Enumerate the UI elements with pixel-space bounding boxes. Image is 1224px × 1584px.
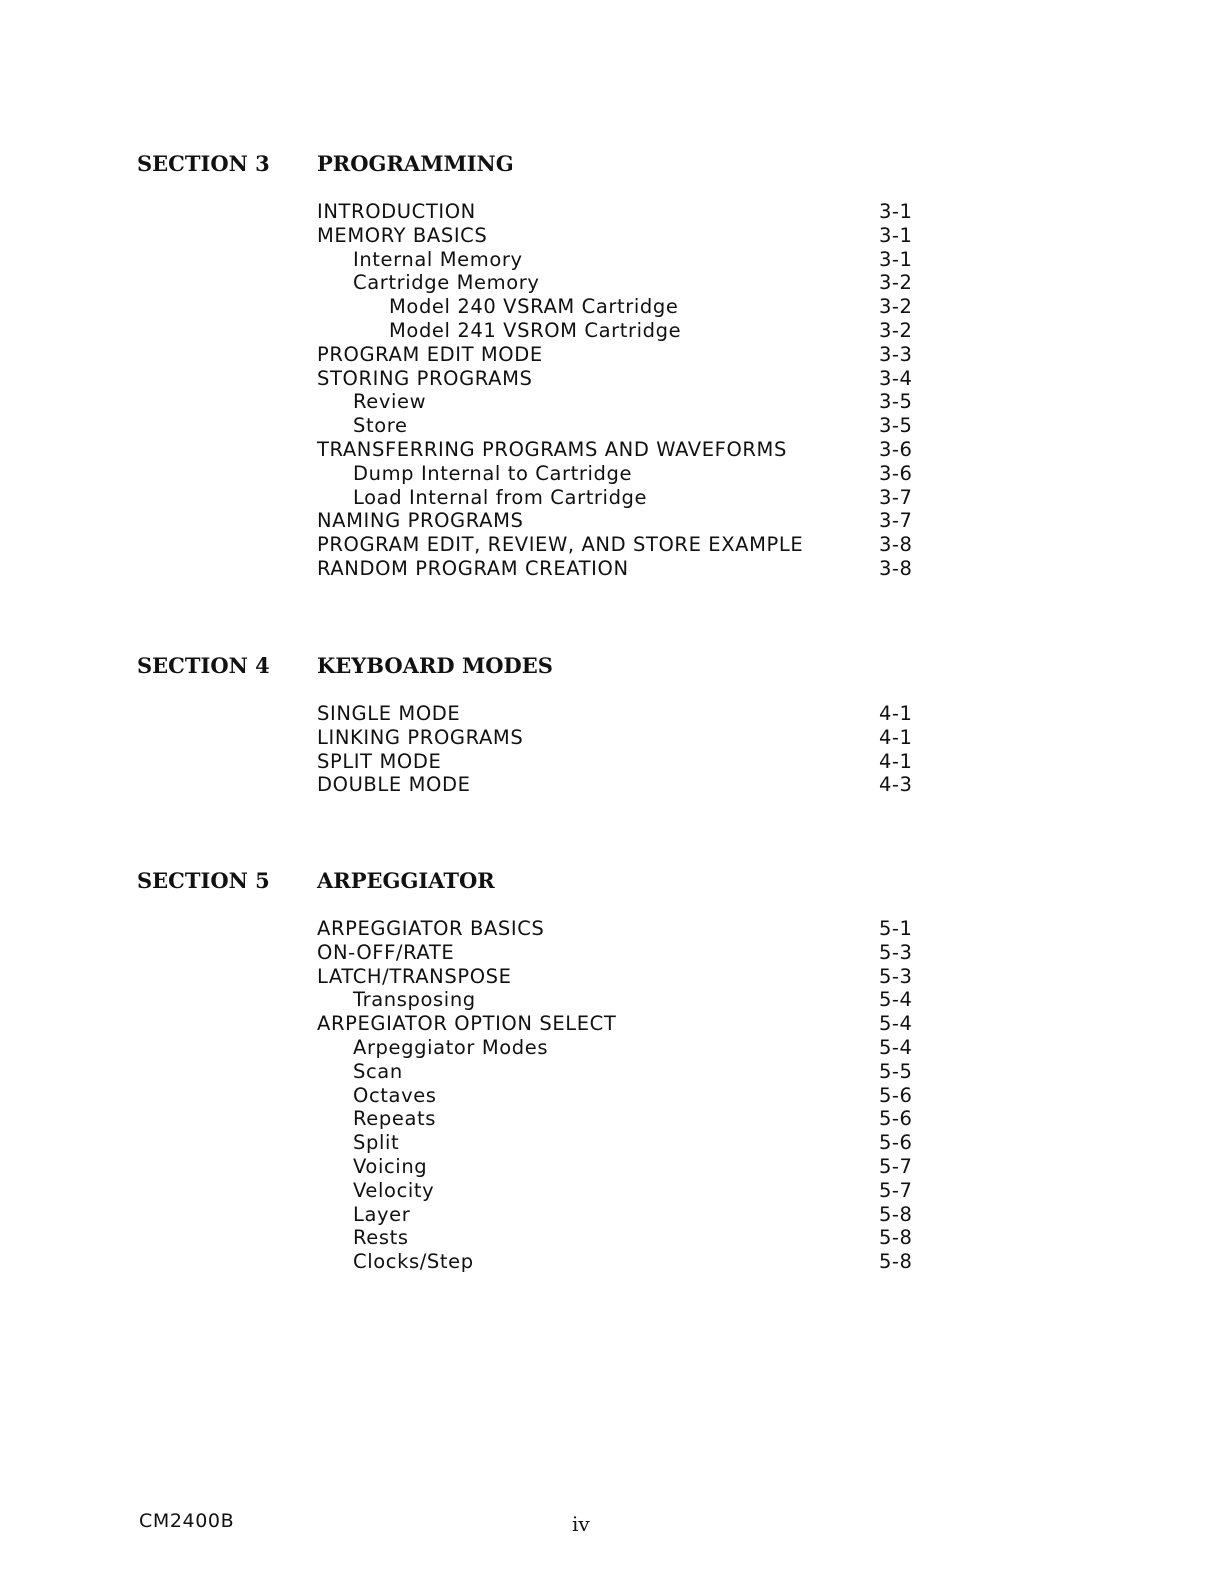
toc-entry-title: Review (353, 390, 427, 414)
toc-entry-page: 3-1 (879, 247, 913, 271)
toc-entry (0, 1107, 1224, 1131)
toc-entry (0, 750, 1224, 774)
toc-entry-page: 3-3 (879, 342, 913, 366)
toc-entry (0, 1060, 1224, 1084)
toc-entry (0, 438, 1224, 462)
toc-entry-page: 5-8 (879, 1226, 913, 1250)
toc-entry (0, 533, 1224, 557)
toc-entry-page: 3-7 (879, 509, 913, 533)
toc-entry-page: 5-8 (879, 1250, 913, 1274)
toc-entry-page: 5-1 (879, 917, 913, 940)
toc-entry-title: PROGRAM EDIT MODE (317, 342, 543, 366)
toc-entry-title: Clocks/Step (353, 1250, 474, 1274)
toc-entry-title: Store (353, 414, 408, 438)
toc-entry (0, 271, 1224, 295)
toc-entry (0, 509, 1224, 533)
toc-entry-page: 5-6 (879, 1107, 913, 1131)
toc-entry (0, 941, 1224, 965)
toc-entry-title: Rests (353, 1226, 409, 1250)
toc-entry (0, 319, 1224, 343)
toc-entry (0, 390, 1224, 414)
toc-entry-title: NAMING PROGRAMS (317, 509, 524, 533)
toc-entry-page: 3-8 (879, 556, 913, 580)
toc-entry-page: 3-7 (879, 485, 913, 509)
toc-entry-page: 4-3 (879, 773, 913, 797)
toc-entry (0, 702, 1224, 726)
section-title: KEYBOARD MODES (317, 653, 553, 678)
toc-entry (0, 295, 1224, 319)
toc-entry-title: ON-OFF/RATE (317, 940, 455, 964)
toc-entry-page: 3-1 (879, 200, 913, 223)
section-label: SECTION 5 (137, 868, 270, 893)
toc-entry-title: Layer (353, 1202, 411, 1226)
section-entries (0, 200, 1224, 581)
section-label: SECTION 3 (137, 151, 270, 176)
toc-entry (0, 1084, 1224, 1108)
page-number: iv (572, 1512, 590, 1536)
section-entries (0, 702, 1224, 797)
toc-entry-title: Load Internal from Cartridge (353, 485, 648, 509)
toc-entry-title: DOUBLE MODE (317, 773, 471, 797)
toc-entry (0, 988, 1224, 1012)
toc-entry (0, 414, 1224, 438)
toc-entry (0, 200, 1224, 224)
toc-entry (0, 773, 1224, 797)
section-label: SECTION 4 (137, 653, 270, 678)
toc-entry (0, 1155, 1224, 1179)
toc-entry-page: 5-4 (879, 1012, 913, 1036)
toc-entry-title: ARPEGGIATOR BASICS (317, 917, 545, 940)
toc-entry-page: 5-4 (879, 988, 913, 1012)
toc-entry (0, 462, 1224, 486)
toc-entry-page: 3-5 (879, 390, 913, 414)
toc-entry-title: STORING PROGRAMS (317, 366, 533, 390)
toc-entry-title: Arpeggiator Modes (353, 1035, 549, 1059)
toc-entry (0, 1179, 1224, 1203)
document-id: CM2400B (139, 1510, 235, 1532)
section-title: PROGRAMMING (317, 151, 514, 176)
toc-entry-title: LATCH/TRANSPOSE (317, 964, 512, 988)
toc-entry (0, 965, 1224, 989)
toc-entry-title: Transposing (353, 988, 476, 1012)
toc-entry-page: 5-7 (879, 1178, 913, 1202)
toc-entry-title: ARPEGIATOR OPTION SELECT (317, 1012, 617, 1036)
toc-entry-page: 3-2 (879, 295, 913, 319)
toc-entry-page: 5-5 (879, 1059, 913, 1083)
toc-entry-page: 5-3 (879, 964, 913, 988)
toc-entry-title: Scan (353, 1059, 403, 1083)
toc-entry-page: 3-1 (879, 223, 913, 247)
toc-entry-title: Dump Internal to Cartridge (353, 461, 633, 485)
toc-entry-page: 5-7 (879, 1154, 913, 1178)
toc-entry-page: 3-4 (879, 366, 913, 390)
toc-entry-title: Internal Memory (353, 247, 523, 271)
toc-entry-title: Model 241 VSROM Cartridge (389, 318, 682, 342)
toc-entry-title: Velocity (353, 1178, 435, 1202)
toc-entry-page: 3-5 (879, 414, 913, 438)
toc-entry (0, 1131, 1224, 1155)
toc-entry (0, 1012, 1224, 1036)
toc-entry (0, 726, 1224, 750)
toc-entry-title: Split (353, 1131, 400, 1155)
toc-entry (0, 1203, 1224, 1227)
toc-entry-title: Cartridge Memory (353, 271, 540, 295)
toc-entry-title: SINGLE MODE (317, 702, 461, 725)
toc-entry-title: PROGRAM EDIT, REVIEW, AND STORE EXAMPLE (317, 533, 804, 557)
toc-entry-page: 4-1 (879, 702, 913, 725)
toc-entry-page: 4-1 (879, 749, 913, 773)
toc-entry-page: 3-6 (879, 461, 913, 485)
toc-entry-title: TRANSFERRING PROGRAMS AND WAVEFORMS (317, 437, 787, 461)
toc-entry-title: LINKING PROGRAMS (317, 725, 524, 749)
toc-entry (0, 1250, 1224, 1274)
toc-entry (0, 224, 1224, 248)
toc-entry (0, 917, 1224, 941)
toc-entry (0, 367, 1224, 391)
toc-entry-page: 3-2 (879, 318, 913, 342)
section-entries (0, 917, 1224, 1274)
toc-entry-title: RANDOM PROGRAM CREATION (317, 556, 629, 580)
toc-entry (0, 557, 1224, 581)
toc-entry-title: INTRODUCTION (317, 200, 476, 223)
toc-entry-page: 5-4 (879, 1035, 913, 1059)
toc-entry-title: MEMORY BASICS (317, 223, 488, 247)
toc-entry-page: 5-6 (879, 1083, 913, 1107)
section-title: ARPEGGIATOR (317, 868, 495, 893)
toc-entry (0, 248, 1224, 272)
toc-entry-page: 5-3 (879, 940, 913, 964)
toc-entry-page: 5-6 (879, 1131, 913, 1155)
toc-entry (0, 1226, 1224, 1250)
toc-entry-title: Model 240 VSRAM Cartridge (389, 295, 679, 319)
toc-entry-page: 4-1 (879, 725, 913, 749)
toc-entry (0, 486, 1224, 510)
toc-entry-page: 3-8 (879, 533, 913, 557)
toc-entry-title: Octaves (353, 1083, 437, 1107)
toc-entry-title: Repeats (353, 1107, 436, 1131)
toc-entry (0, 1036, 1224, 1060)
toc-entry-title: SPLIT MODE (317, 749, 442, 773)
toc-entry-page: 3-2 (879, 271, 913, 295)
toc-entry-page: 5-8 (879, 1202, 913, 1226)
toc-entry (0, 343, 1224, 367)
toc-entry-title: Voicing (353, 1154, 428, 1178)
toc-entry-page: 3-6 (879, 437, 913, 461)
